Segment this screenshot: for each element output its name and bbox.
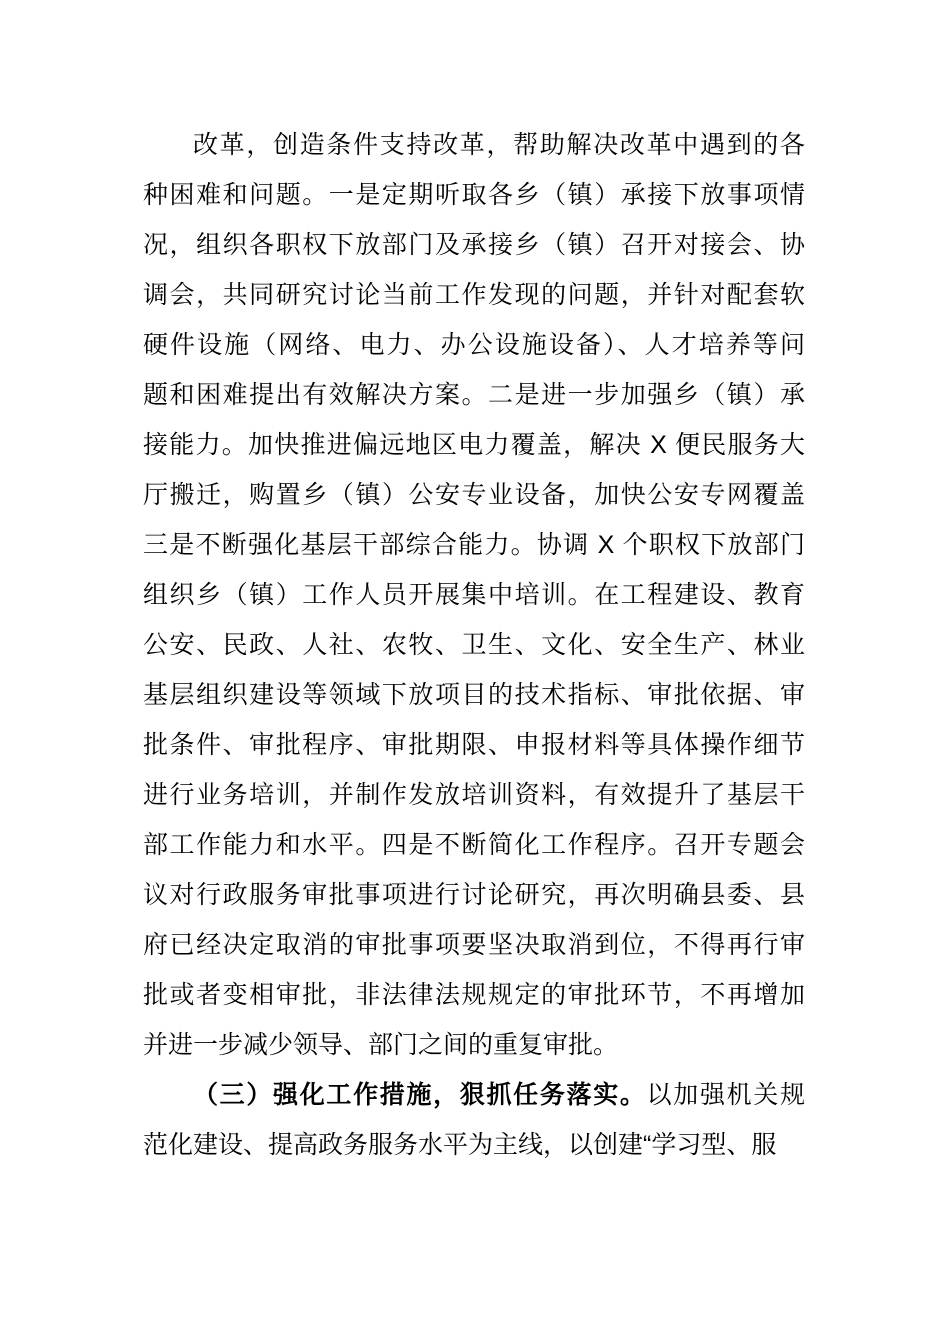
document-line xyxy=(143,570,805,620)
document-line xyxy=(143,1020,805,1070)
document-line xyxy=(143,1070,805,1120)
document-line xyxy=(143,120,805,170)
body-text-segment: 硬件设施（网络、电力、办公设施设备）、人才培养等问 xyxy=(143,331,805,359)
document-line xyxy=(143,770,805,820)
document-text-block xyxy=(143,120,805,1170)
document-line xyxy=(143,720,805,770)
document-line xyxy=(143,920,805,970)
body-text-segment: 范化建设、提高政务服务水平为主线，以创建“学习型、服 xyxy=(143,1131,777,1159)
document-line xyxy=(143,170,805,220)
document-line xyxy=(143,670,805,720)
document-line xyxy=(143,620,805,670)
body-text-segment: 调会，共同研究讨论当前工作发现的问题，并针对配套软 xyxy=(143,281,805,309)
document-line xyxy=(143,270,805,320)
body-text-segment: 接能力。加快推进偏远地区电力覆盖，解决 X 便民服务大 xyxy=(143,431,805,459)
document-line xyxy=(143,820,805,870)
body-text-segment: 以加强机关规 xyxy=(646,1081,805,1109)
document-line xyxy=(143,370,805,420)
body-text-segment: 部工作能力和水平。四是不断简化工作程序。召开专题会 xyxy=(143,831,805,859)
document-line xyxy=(143,320,805,370)
body-text-segment: 批条件、审批程序、审批期限、申报材料等具体操作细节 xyxy=(143,731,805,759)
document-line xyxy=(143,470,805,520)
body-text-segment: 况，组织各职权下放部门及承接乡（镇）召开对接会、协 xyxy=(143,231,805,259)
document-line xyxy=(143,870,805,920)
document-line xyxy=(143,520,805,570)
body-text-segment: 议对行政服务审批事项进行讨论研究，再次明确县委、县 xyxy=(143,881,805,909)
body-text-segment: 厅搬迁，购置乡（镇）公安专业设备，加快公安专网覆盖 xyxy=(143,481,805,509)
body-text-segment: 基层组织建设等领域下放项目的技术指标、审批依据、审 xyxy=(143,681,805,709)
document-line xyxy=(143,1120,805,1170)
body-text-segment: 并进一步减少领导、部门之间的重复审批。 xyxy=(143,1031,619,1059)
section-heading-text: （三）强化工作措施，狠抓任务落实。 xyxy=(193,1081,647,1109)
body-text-segment: 种困难和问题。一是定期听取各乡（镇）承接下放事项情 xyxy=(143,181,805,209)
body-text-segment: 改革，创造条件支持改革，帮助解决改革中遇到的各 xyxy=(193,131,805,159)
body-text-segment: 进行业务培训，并制作发放培训资料，有效提升了基层干 xyxy=(143,781,805,809)
body-text-segment: 府已经决定取消的审批事项要坚决取消到位，不得再行审 xyxy=(143,931,805,959)
body-text-segment: 三是不断强化基层干部综合能力。协调 X 个职权下放部门 xyxy=(143,531,805,559)
body-text-segment: 组织乡（镇）工作人员开展集中培训。在工程建设、教育 xyxy=(143,581,805,609)
document-line xyxy=(143,220,805,270)
paragraph-strengthen-measures xyxy=(143,1070,805,1170)
paragraph-reform-support xyxy=(143,120,805,1070)
body-text-segment: 公安、民政、人社、农牧、卫生、文化、安全生产、林业 xyxy=(143,631,805,659)
body-text-segment: 题和困难提出有效解决方案。二是进一步加强乡（镇）承 xyxy=(143,381,805,409)
document-line xyxy=(143,420,805,470)
body-text-segment: 批或者变相审批，非法律法规规定的审批环节，不再增加 xyxy=(143,981,805,1009)
document-line xyxy=(143,970,805,1020)
